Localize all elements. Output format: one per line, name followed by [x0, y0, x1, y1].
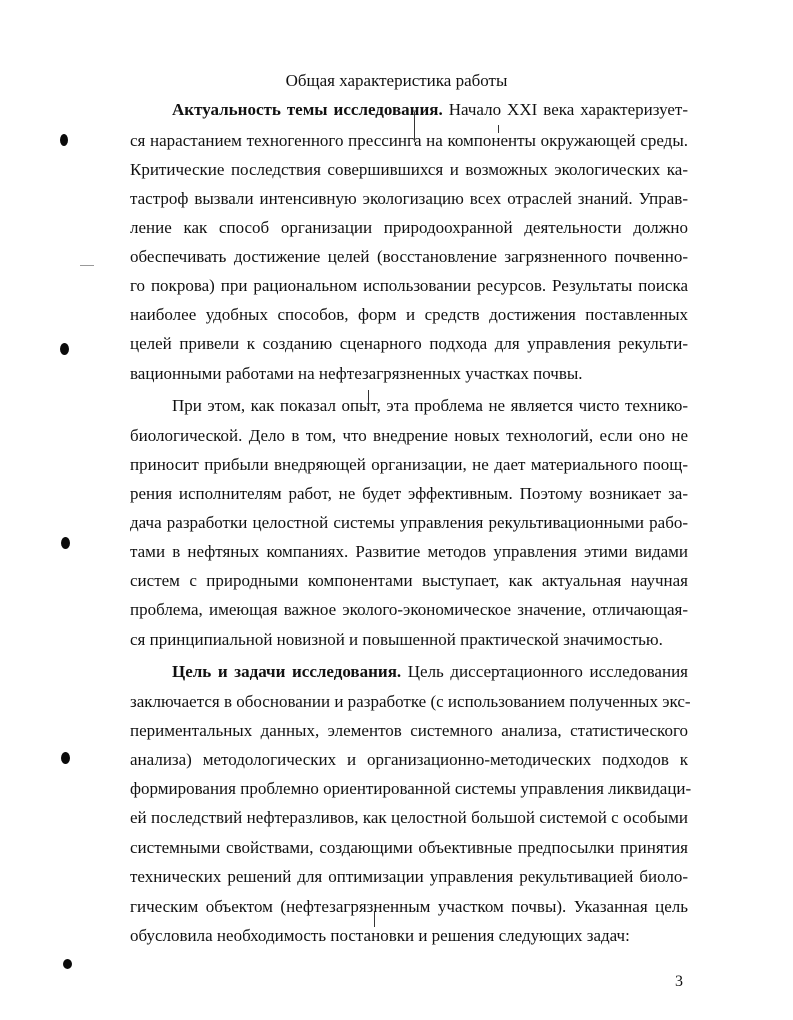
punch-hole-mark — [60, 343, 69, 355]
text-line: анализа) методологических и организационно-методических подходов к — [130, 750, 688, 769]
section-heading: Актуальность темы исследования. — [172, 100, 443, 119]
text-line: проблема, имеющая важное эколого-экономическое значение, отличающая- — [130, 600, 688, 619]
punch-hole-mark — [61, 752, 70, 764]
text-line: гическим объектом (нефтезагрязненным участком почвы). Указанная цель — [130, 897, 688, 916]
text-line: наиболее удобных способов, форм и средств достижения поставленных — [130, 305, 688, 324]
text-line: тастроф вызвали интенсивную экологизацию всех отраслей знаний. Управ- — [130, 189, 688, 208]
punch-hole-mark — [60, 134, 68, 146]
scan-artifact-dash — [80, 265, 94, 266]
text-line: Цель и задачи исследования. Цель диссертационного исследования — [172, 662, 688, 681]
text-line: Критические последствия совершившихся и возможных экологических ка- — [130, 160, 688, 179]
text-line: Актуальность темы исследования. Начало XXI века характеризует- — [172, 100, 689, 119]
page-title: Общая характеристика работы — [285, 71, 508, 90]
text-line: вационными работами на нефтезагрязненных участках почвы. — [130, 364, 583, 383]
text-line: ся принципиальной новизной и повышенной практической значимостью. — [130, 630, 663, 649]
text-line: приносит прибыли внедряющей организации, не дает материального поощ- — [130, 455, 688, 474]
page-number: 3 — [675, 973, 683, 990]
text-line: периментальных данных, элементов системного анализа, статистического — [130, 721, 688, 740]
text-line: ей последствий нефтеразливов, как целостной большой системой с особыми — [130, 808, 688, 827]
section-heading: Цель и задачи исследования. — [172, 662, 402, 681]
text-line: заключается в обосновании и разработке (с использованием полученных экс- — [130, 692, 691, 711]
text-line: обусловила необходимость постановки и решения следующих задач: — [130, 926, 630, 945]
text-line: систем с природными компонентами выступает, как актуальная научная — [130, 571, 688, 590]
text-line: При этом, как показал опыт, эта проблема не является чисто технико- — [172, 396, 688, 415]
text-line: биологической. Дело в том, что внедрение новых технологий, если оно не — [130, 426, 688, 445]
text-line: целей привели к созданию сценарного подхода для управления рекульти- — [130, 334, 688, 353]
punch-hole-mark — [63, 959, 72, 969]
punch-hole-mark — [61, 537, 70, 549]
text-line: технических решений для оптимизации управления рекультивацией биоло- — [130, 867, 688, 886]
text-line: ление как способ организации природоохранной деятельности должно — [130, 218, 688, 237]
text-line: го покрова) при рациональном использовании ресурсов. Результаты поиска — [130, 276, 688, 295]
text-line: дача разработки целостной системы управления рекультивационными рабо- — [130, 513, 688, 532]
text-line: формирования проблемно ориентированной системы управления ликвидаци- — [130, 779, 692, 798]
text-line: ся нарастанием техногенного прессинга на компоненты окружающей среды. — [130, 131, 688, 150]
text-line: рения исполнителям работ, не будет эффективным. Поэтому возникает за- — [130, 484, 688, 503]
text-line: обеспечивать достижение целей (восстановление загрязненного почвенно- — [130, 247, 688, 266]
text-line: тами в нефтяных компаниях. Развитие методов управления этими видами — [130, 542, 688, 561]
text-line: системными свойствами, создающими объективные предпосылки принятия — [130, 838, 688, 857]
